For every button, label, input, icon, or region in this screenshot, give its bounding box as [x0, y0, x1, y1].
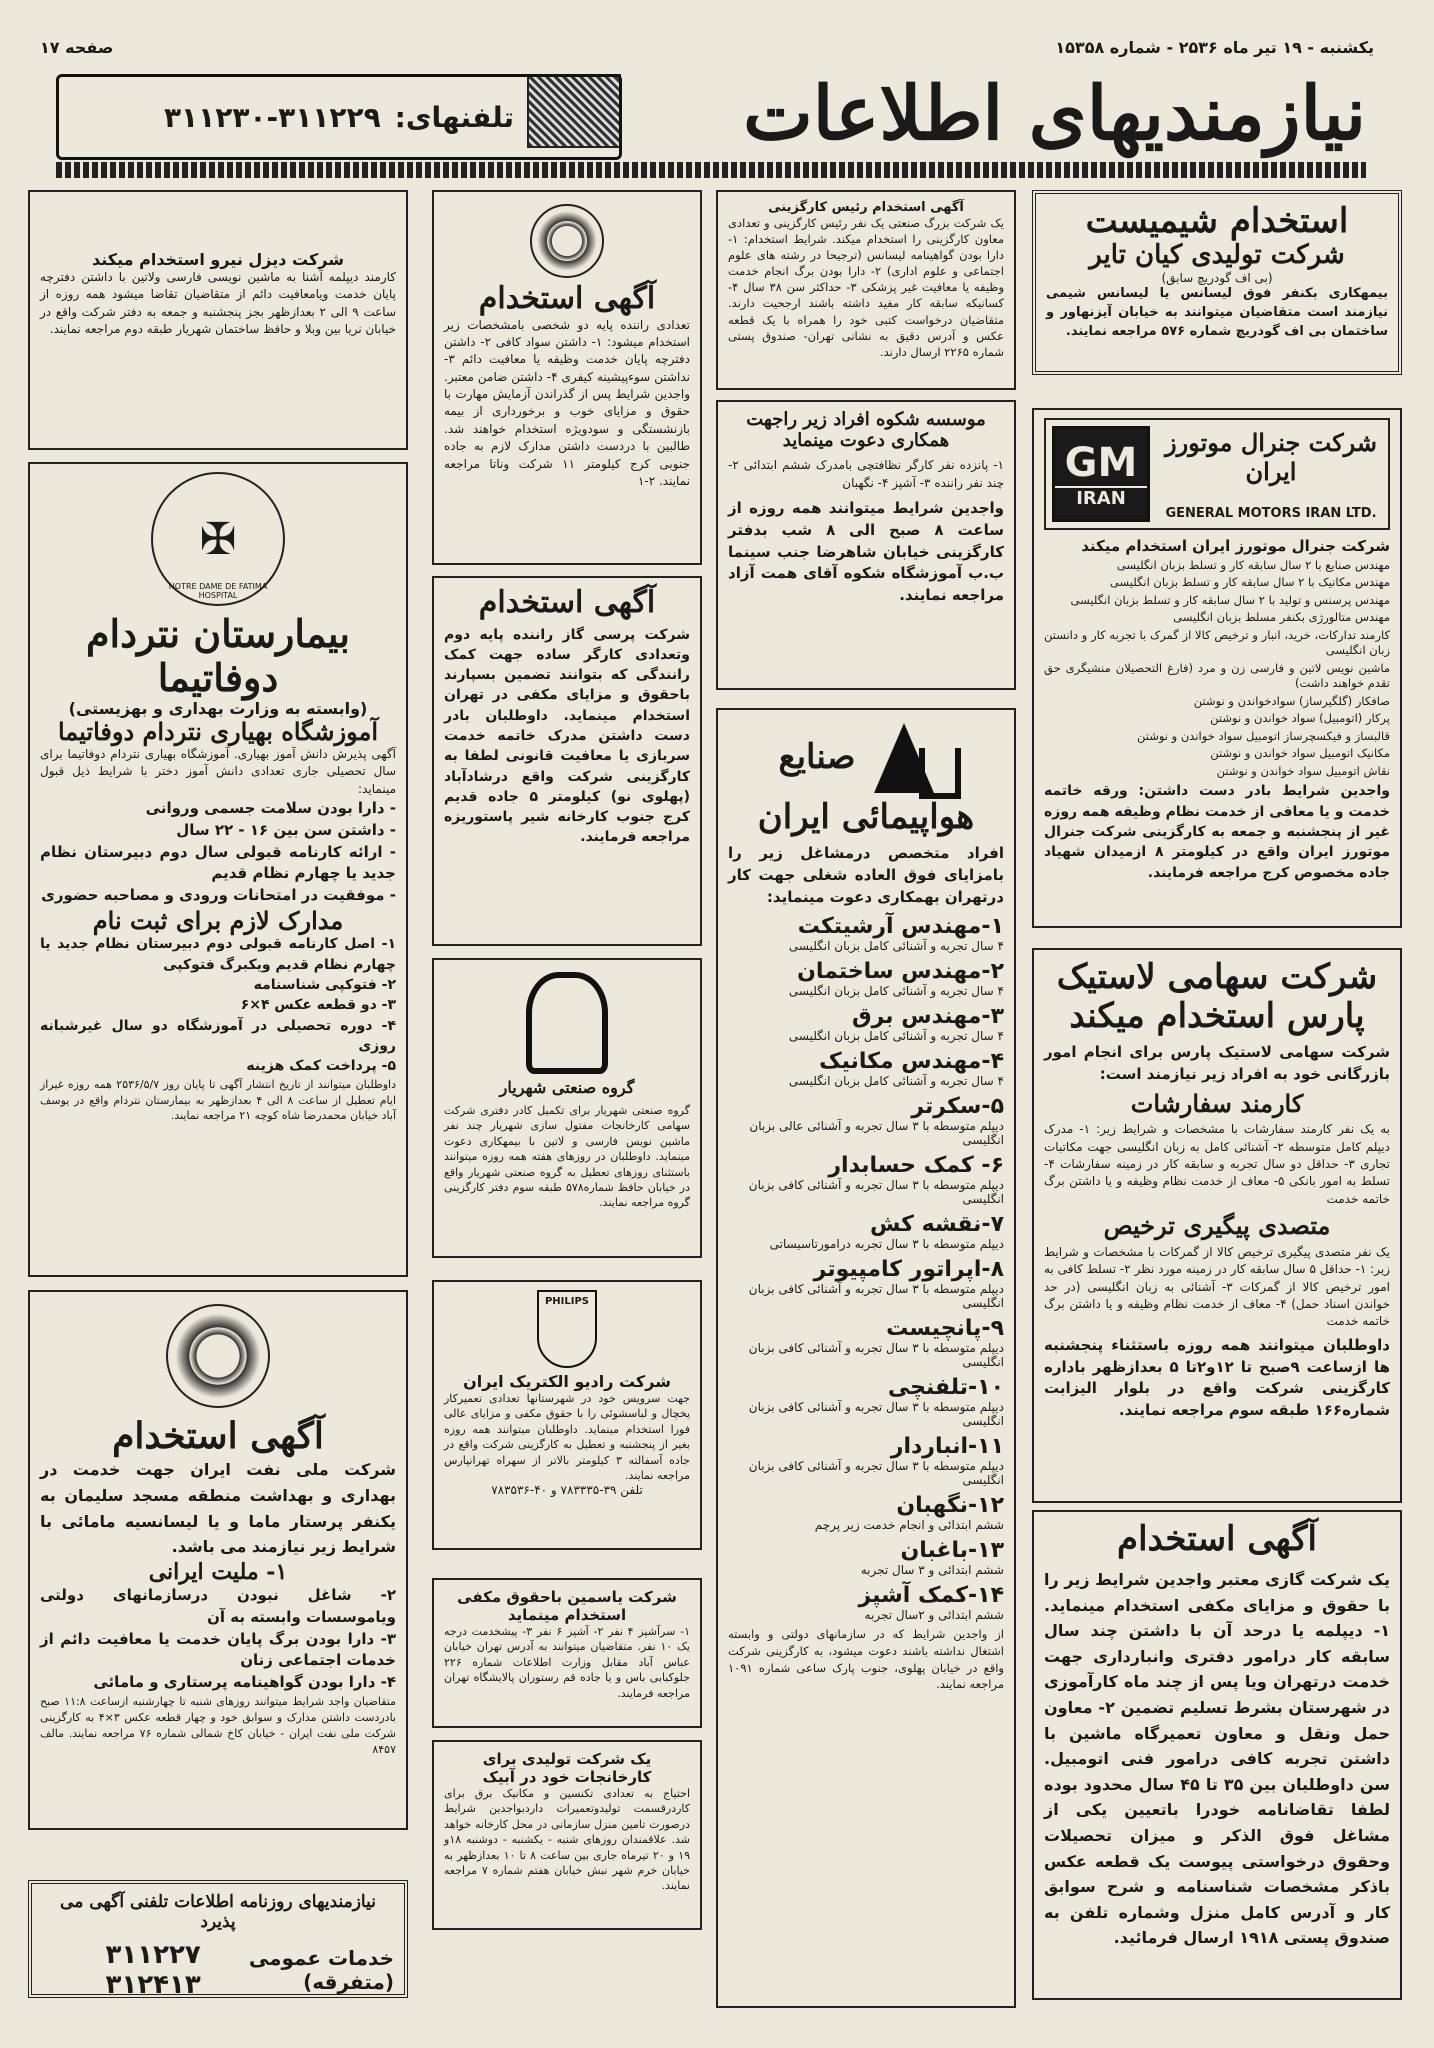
aviation-job-desc: دیپلم متوسطه با ۳ سال تجربه و آشنائی کافی بزبان انگلیسی	[748, 1459, 1004, 1488]
c4-phone: تلفن ۳۹-۷۸۳۳۳۵ و ۴۰-۷۸۳۵۳۶	[491, 1483, 643, 1498]
hospital-doc: ۲- فتوکپی شناسنامه	[253, 977, 396, 994]
c2-body: شرکت پرسی گاز راننده پایه دوم وتعدادی کارگر ساده جهت کمک رانندگی که بتوانند تضمین بسپارند باحقوق و مزایای مکفی در تهران استخدام مینماید. داوطلبان بادر دست داشتن مدرک خاتمه خدمت سربازی یا معافیت قانونی لطفا به کارگزینی شرکت واقع درشادآباد (پهلوی نو) کیلومتر ۵ جاده قدیم کرج جنوب کارخانه شیر پاستوریزه مراجعه فرمایند.	[444, 626, 690, 846]
gm-line: مهندس پرسنس و تولید با ۲ سال سابقه کار و تسلط بزبان انگلیسی	[1070, 592, 1390, 607]
shokouh-footer: واجدین شرایط میتوانند همه روزه از ساعت ۸ صبح الی ۸ شب بدفتر کارگزینی خیابان شاهرضا جنب سینما ب.ب آموزشگاه شکوه آقای همت آزاد مراجعه نمایند.	[728, 499, 1005, 605]
aviation-job-title: ۱۲-نگهبان	[896, 1493, 1004, 1519]
masthead-strip	[56, 162, 1366, 178]
aviation-job-title: ۹-پانچیست	[886, 1316, 1004, 1342]
ad-yasmin	[432, 1578, 702, 1728]
aviation-job-desc: ششم ابتدائی و ۳ سال تجربه	[860, 1563, 1004, 1578]
phones-number: ۳۱۱۲۳۰-۳۱۱۲۲۹	[163, 100, 381, 134]
hospital-req: - دارا بودن سلامت جسمی وروانی	[145, 799, 396, 818]
aviation-job-title: ۴-مهندس مکانیک	[819, 1049, 1004, 1075]
oil-req-title: ۱- ملیت ایرانی	[148, 1558, 288, 1585]
gm-line: مهندس مکانیک با ۲ سال سابقه کار و تسلط بزبان انگلیسی	[1109, 575, 1390, 590]
hospital-title: بیمارستان نتردام دوفاتیما	[86, 611, 350, 700]
ad-driver-1	[432, 190, 702, 565]
aviation-job-desc: ششم ابتدائی و ۲سال تجربه	[864, 1608, 1004, 1623]
c6-body: احتیاج به تعدادی تکنسین و مکانیک برق برای کاردرقسمت تولیدوتعمیرات داردبواجدین شرایط درصورت تامین منزل سازمانی در محل کارخانه خواهد شد. علاقمندان روزهای شنبه - یکشنبه - دوشنبه ۱۸و ۱۹ و ۲۰ تیرماه جاری بین ساعت ۸ تا ۱۰ بعدازظهر به خیابان خرم شهر نبش خیابان هفتم شماره ۷ مراجعه نمایند.	[444, 1787, 691, 1893]
aviation-job-title: ۵-سکرتر	[911, 1094, 1004, 1120]
gm-logo-top: GM	[1064, 439, 1138, 486]
gm-line: کارمند تدارکات، خرید، انبار و ترخیص کالا از گمرک با تجربه کار و دانستن زبان انگلیسی	[1044, 627, 1390, 658]
gm-line: صافکار (گلگیرساز) سوادخواندن و نوشتن	[1193, 693, 1390, 708]
hospital-req: - موفقیت در امتحانات ورودی و مصاحبه حضوری	[41, 886, 396, 905]
philips-logo-text: PHILIPS	[544, 1296, 590, 1307]
aviation-logo-icon	[864, 718, 954, 798]
shokouh-body: ۱- پانزده نفر کارگر نظافتچی بامدرک ششم ابتدائی ۲- چند نفر راننده ۳- آشپز ۴- نگهبان	[728, 458, 1004, 490]
gm-line: نقاش اتومبیل سواد خواندن و نوشتن	[1216, 763, 1390, 778]
gm-line: مهندس صنایع با ۲ سال سابقه کار و تسلط بزبان انگلیسی	[1116, 557, 1390, 572]
masthead-title: نیازمندیهای اطلاعات	[743, 71, 1366, 157]
hospital-doc: ۱- اصل کارنامه قبولی دوم دبیرستان نظام جدید یا چهارم نظام قدیم ویکبرگ فتوکپی	[40, 936, 396, 973]
philips-logo-icon	[537, 1290, 597, 1368]
gm-line: پرکار (اتومبیل) سواد خواندن و نوشتن	[1210, 711, 1390, 726]
chief-body: یک شرکت بزرگ صنعتی یک نفر رئیس کارگزینی و تعدادی معاون کارگزینی را استخدام میکند. شرایط استخدام: ۱- دارا بودن گواهینامه لیسانس (ترجیحا در رشته های علوم اجتماعی و علوم اداری) ۲- دارا بودن برگ انجام خدمت وظیفه یا معافیت غیر پزشکی ۳- حداکثر سن ۳۸ سال ۴- کسانیکه سابقه کار مفید داشته باشند ارجحیت دارند. متقاضیان درخواست کتبی خود را همراه با یک قطعه عکس و آدرس دقیق به نشانی تهران- صندوق پستی شماره ۲۲۶۵ ارسال دارند.	[728, 216, 1004, 359]
aviation-footer: از واجدین شرایط که در سازمانهای دولتی و وابسته اشتغال نداشته باشند دعوت میشود، به کارگزینی شرکت واقع در خیابان پهلوی، جنوب پارک ساعی شماره ۱۰۹۱ مراجعه نمایند.	[728, 1627, 1004, 1692]
ad-general-motors	[1032, 408, 1402, 928]
aviation-job-desc: ششم ابتدائی و انجام خدمت زیر پرچم	[814, 1518, 1004, 1533]
gm-logo-bottom: IRAN	[1055, 486, 1147, 509]
aviation-job-title: ۱۴-کمک آشپز	[858, 1583, 1004, 1609]
hospital-sub: (وابسته به وزارت بهداری و بهزیستی)	[68, 699, 368, 719]
c3-body: گروه صنعتی شهریار برای تکمیل کادر دفتری شرکت سهامی کارخانجات مفتول سازی شهریار چند نفر ماشین نویس فارسی و لاتین با بیمهکاری دعوت مینماید. داوطلبان در روزهای هفته همه روزه میتوانند باستثنای روزهای تعطیل به گروه صنعتی شهریار واقع در خیابان حافظ شماره۵۷۸ طبقه سوم دفتر کارگزینی گروه مراجعه نمایند.	[444, 1104, 690, 1210]
masthead	[56, 64, 1366, 179]
hospital-doc: ۵- پرداخت کمک هزینه	[246, 1058, 396, 1075]
aviation-job-title: ۱۰-تلفنچی	[887, 1375, 1004, 1401]
diesel-body: کارمند دیپلمه آشنا به ماشین نویسی فارسی ولاتین با داشتن دفترچه پایان خدمت ویامعافیت دائم از متقاضیان تقاضا میشود همه روزه از ساعت ۹ الی ۲ بعدازظهر بجز پنجشنبه و جمعه به دفتر شرکت واقع در خیابان نریا بین وبلا و حافظ ساختمان شهریار طبقه دوم مراجعه نمایند.	[40, 270, 396, 337]
oil-footer: متقاضیان واجد شرایط میتوانند روزهای شنبه تا چهارشنبه ازساعت ۱۱:۸ صبح بادردست داشتن مدارک و سوابق خود و چهار قطعه عکس ۳×۴ به کارگزینی شرکت ملی نفت ایران - خیابان کاخ شمالی شماره ۷۶ مراجعه نمایند. مالف ۸۴۵۷	[40, 1694, 396, 1756]
aviation-job-desc: دیپلم متوسطه با ۳ سال تجربه و آشنائی کافی بزبان انگلیسی	[748, 1400, 1004, 1429]
pars-title: شرکت سهامی لاستیک پارس استخدام میکند	[1056, 957, 1378, 1037]
aviation-job-title: ۱۳-باغبان	[900, 1538, 1004, 1564]
masthead-phones	[56, 74, 622, 160]
nioc-emblem-icon	[166, 1304, 270, 1408]
aviation-job-title: ۸-اپراتور کامپیوتر	[813, 1257, 1004, 1283]
aviation-title1: صنایع	[778, 737, 856, 778]
ad-classified-footer	[28, 1880, 408, 1998]
aviation-job-title: ۶- کمک حسابدار	[828, 1153, 1004, 1179]
chemist-title: استخدام شیمیست	[1085, 201, 1349, 241]
ad-chief-personnel	[716, 190, 1016, 390]
aviation-job-title: ۷-نقشه کش	[870, 1212, 1004, 1238]
gm-line: ماشین نویس لاتین و فارسی زن و مرد (فارغ التحصیلان منشیگری حق تقدم خواهند داشت)	[1044, 660, 1390, 691]
shahriar-logo-icon	[526, 972, 608, 1074]
hospital-body1: آگهی پذیرش دانش آموز بهیاری. آموزشگاه بهیاری نتردام دوفاتیما برای سال تحصیلی جاری تعدادی دانش آموز دختر با شرایط ذیل قبول مینماید:	[40, 746, 396, 796]
gas-body: یک شرکت گازی معتبر واجدین شرایط زیر را با حقوق و مزایای مکفی استخدام مینماید. ۱- دیپلمه یا درحد آن با داشتن چند سال سابقه کار درامور دفتری وانبارداری جهت خدمت درتهران ویا پس از چند ماه کارآموزی در شهرستان بشرط تسلیم تضمین ۲- معاون حمل ونقل و معاون تعمیرگاه ماشین با داشتن تجربه کافی درامور فنی اتومبیل. سن داوطلبان بین ۳۵ تا ۴۵ سال محدود بوده لطفا تقاضانامه خودرا باتعیین یکی از مشاغل فوق الذکر و میزان تحصیلات وحقوق درخواستی پیوست یک قطعه عکس باذکر مشخصات شناسنامه و شرح سوابق کار و آدرس کامل منزل وشماره تلفن به صندوق پستی ۱۹۱۸ ارسال فرمائید.	[1044, 1570, 1390, 1948]
oil-req: ۴- دارا بودن گواهینامه پرستاری و مامائی	[93, 1673, 396, 1692]
chemist-body: بیمهکاری بکنفر فوق لیسانس یا لیسانس شیمی نیازمند است متقاضیان میتوانند به خیابان آیزنهاور و ساختمان بی اف گودریچ شماره ۵۷۶ مراجعه نمایند.	[1046, 285, 1388, 339]
hospital-seal-icon: ✠ NOTRE DAME DE FATIMA HOSPITAL	[151, 472, 285, 606]
c5-title: شرکت یاسمین باحقوق مکفی استخدام مینماید	[457, 1588, 677, 1624]
hospital-doc: ۳- دو قطعه عکس ۴×۶	[240, 997, 396, 1014]
oil-req: ۲- شاغل نبودن درسازمانهای دولتی ویاموسسات وابسته به آن	[40, 1586, 396, 1626]
hospital-doc: ۴- دوره تحصیلی در آموزشگاه دو سال غیرشبانه روزی	[40, 1017, 396, 1054]
chemist-company: شرکت تولیدی کیان تایر	[1089, 240, 1345, 271]
shokouh-title: موسسه شکوه افراد زیر راجهت همکاری دعوت مینماید	[746, 409, 986, 451]
footer-phones: ۳۱۱۲۲۷ ۳۱۲۴۱۳	[105, 1940, 201, 1998]
ad-persi-gas	[432, 576, 702, 946]
pars-intro: شرکت سهامی لاستیک پارس برای انجام امور بازرگانی خود به افراد زیر نیازمند است:	[1044, 1043, 1390, 1083]
ad-philips	[432, 1280, 702, 1550]
emblem-icon	[530, 204, 604, 278]
c1-body: تعدادی راننده پایه دو شخصی بامشخصات زیر استخدام میشود: ۱- داشتن سواد کافی ۲- داشتن دفترچه پایان خدمت وظیفه یا معافیت دائم ۳- نداشتن سوءپیشینه کیفری ۴- داشتن ضامن معتبر. واجدین شرایط پس از گذراندن آزمایش مهارت با حقوق و مزایای خوب و برخورداری از بیمه بازنشستگی و سودویژه استخدام خواهند شد. طالبین با دردست داشتن مدارک لازم به جاده جنوبی کرج کیلومتر ۱۱ شرکت وناتا مراجعه نمایند. ۲-۱	[444, 317, 690, 489]
oil-body: شرکت ملی نفت ایران جهت خدمت در بهداری و بهداشت منطقه مسجد سلیمان به یکنفر پرستار ماما و یا لیسانسیه مامائی با شرایط زیر نیازمند می باشد.	[40, 1460, 396, 1557]
aviation-job-title: ۱-مهندس آرشیتکت	[797, 914, 1004, 940]
gm-line: مهندس متالورژی بکنفر مسلط بزبان انگلیسی	[1173, 610, 1390, 625]
hospital-reqs	[40, 798, 396, 907]
c4-title: شرکت رادیو الکتریک ایران	[463, 1372, 671, 1391]
aviation-job-desc: ۴ سال تجربه و آشنائی کامل بزبان انگلیسی	[788, 1029, 1004, 1044]
pars-body1: به یک نفر کارمند سفارشات با مشخصات و شرایط زیر: ۱- مدرک دیپلم کامل متوسطه ۲- آشنائی کامل به زبان انگلیسی جهت مکاتبات تجاری ۳- حداقل دو سال تجربه و سابقه کار در زمینه سفارشات ۴- تسلط به امور بانکی ۵- معاف از خدمت نظام وظیفه و یا داشتن برگ خاتمه خدمت	[1044, 1122, 1391, 1206]
ad-aviation	[716, 708, 1016, 2008]
ad-pars-tire	[1032, 948, 1402, 1503]
footer-line1: نیازمندیهای روزنامه اطلاعات تلفنی آگهی می پذیرد	[60, 1892, 376, 1932]
ad-diesel	[28, 190, 408, 450]
pars-head2: متصدی پیگیری ترخیص	[1103, 1211, 1331, 1241]
gm-line: مکانیک اتومبیل سواد خواندن و نوشتن	[1210, 746, 1390, 761]
date-line: یکشنبه - ۱۹ تیر ماه ۲۵۳۶ - شماره ۱۵۳۵۸	[1055, 37, 1374, 57]
aviation-job-desc: ۴ سال تجربه و آشنائی کامل بزبان انگلیسی	[788, 939, 1004, 954]
aviation-job-desc: دیپلم متوسطه با ۳ سال تجربه و آشنائی کافی بزبان انگلیسی	[748, 1178, 1004, 1207]
hospital-footer: داوطلبان میتوانند از تاریخ انتشار آگهی تا پایان روز ۲۵۳۶/۵/۷ همه روزه غیراز ایام تعطیل از ساعت ۸ الی ۴ بعدازظهر به بیمارستان نتردام واقع در یوسف آباد خیابان محمدرضا شاه کوچه ۲۱ مراجعه نمایند.	[40, 1077, 396, 1123]
aviation-job-desc: دیپلم متوسطه با ۳ سال تجربه و آشنائی کافی بزبان انگلیسی	[748, 1282, 1004, 1311]
pars-body2: یک نفر متصدی پیگیری ترخیص کالا از گمرکات با مشخصات و شرایط زیر: ۱- حداقل ۵ سال سابقه کار در زمینه مورد نظر ۲- تسلط کافی به امور ترخیص کالا از گمرکات ۳- آشنائی به زبان انگلیسی (در حد خواندن اسناد حمل) ۴- معاف از خدمت نظام وظیفه و یا داشتن برگ خاتمه خدمت	[1044, 1244, 1391, 1329]
aviation-list	[728, 914, 1004, 1622]
aviation-title2: هواپیمائی ایران	[757, 797, 975, 837]
c2-title: آگهی استخدام	[478, 585, 656, 620]
c4-body: جهت سرویس خود در شهرستانها تعدادی تعمیرکار یخچال و لباسشوئی را با حقوق مکفی و مزایای عالی فورا استخدام مینماید. داوطلبان میتوانند همه روزه بغیر از پنجشنبه و تعطیل به کارگزینی شرکت واقع در جاده آسفالته ۳ کیلومتر بالاتر از سهراه تهرانپارس مراجعه نمایند.	[444, 1392, 690, 1482]
hospital-req: - داشتن سن بین ۱۶ - ۲۲ سال	[176, 820, 396, 839]
aviation-job-title: ۳-مهندس برق	[851, 1004, 1004, 1030]
footer-line2: خدمات عمومی (متفرقه)	[248, 1946, 394, 1994]
ad-gas-company	[1032, 1510, 1402, 2000]
aviation-job-desc: دیپلم متوسطه با ۳ سال تجربه و آشنائی عالی بزبان انگلیسی	[749, 1119, 1004, 1148]
gm-footer: واجدین شرایط بادر دست داشتن: ورقه خاتمه خدمت و یا معافی از خدمت نظام وظیفه همه روزه غیر از پنجشنبه و جمعه به کارگزینی شرکت جنرال موتورز ایران واقع در کیلومتر ۸ ازمیدان شهیاد جاده مخصوص کرج مراجعه فرمایند.	[1044, 783, 1390, 881]
ad-shokouh	[716, 400, 1016, 690]
c5-body: ۱- سرآشپز ۴ نفر ۲- آشپز ۶ نفر ۳- پیشخدمت درجه یک ۱۰ نفر. متقاضیان میتوانند به آدرس تهران خیابان عباس آباد مقابل وزارت اطلاعات شماره ۲۲۶ جلوکبابی باس و یا جاده قم رستوران پالایشگاه تهران مراجعه فرمایند.	[444, 1625, 690, 1700]
gm-name-fa: شرکت جنرال موتورز ایران	[1165, 427, 1377, 486]
aviation-job-desc: دیپلم متوسطه با ۳ سال تجربه درامورتاسیساتی	[769, 1237, 1004, 1252]
gm-intro: شرکت جنرال موتورز ایران استخدام میکند	[1081, 537, 1390, 555]
pars-head1: کارمند سفارشات	[1130, 1088, 1304, 1118]
ad-national-oil	[28, 1290, 408, 1830]
chief-title: آگهی استخدام رئیس کارگزینی	[768, 200, 964, 215]
hospital-school: آموزشگاه بهیاری نتردام دوفاتیما	[57, 717, 379, 747]
ad-hospital	[28, 462, 408, 1277]
diesel-title: شرکت دیزل نیرو استخدام میکند	[92, 250, 344, 269]
hospital-req: - ارائه کارنامه قبولی سال دوم دبیرستان نظام جدید یا چهارم نظام قدیم	[40, 842, 396, 883]
pars-footer: داوطلبان میتوانند همه روزه باستثناء پنجشنبه ها ازساعت ۹صبح تا ۱۲و۲تا ۵ بعدازظهر باداره کارگزینی شرکت واقع در بلوار الیزابت شماره۱۶۶ طبقه سوم مراجعه نمایند.	[1044, 1335, 1390, 1420]
ad-chemist	[1032, 190, 1402, 375]
ad-abyek	[432, 1740, 702, 1930]
aviation-job-desc: ۴ سال تجربه و آشنائی کامل بزبان انگلیسی	[788, 984, 1004, 999]
gm-lines	[1044, 558, 1390, 780]
chemist-sub: (بی اف گودریچ سابق)	[1161, 270, 1273, 285]
aviation-job-desc: دیپلم متوسطه با ۳ سال تجربه و آشنائی کافی بزبان انگلیسی	[748, 1341, 1004, 1370]
oil-title: آگهی استخدام	[112, 1415, 324, 1457]
aviation-job-title: ۱۱-انباردار	[890, 1434, 1004, 1460]
oil-reqs	[40, 1585, 396, 1694]
oil-req: ۳- دارا بودن برگ پایان خدمت یا معافیت دائم از خدمات اجتماعی زنان	[40, 1629, 396, 1670]
phones-label: تلفنهای:	[394, 100, 515, 134]
aviation-job-title: ۲-مهندس ساختمان	[797, 959, 1004, 985]
gm-line: قالبساز و فیکسچرساز اتومبیل سواد خواندن و نوشتن	[1137, 728, 1390, 743]
page-number: صفحه ۱۷	[40, 37, 114, 57]
top-line	[40, 34, 1374, 60]
hospital-docs	[40, 934, 396, 1076]
aviation-intro: افراد متخصص درمشاغل زیر را بامزایای فوق العاده شغلی جهت کار درتهران بهمکاری دعوت مینماید:	[728, 844, 1004, 906]
c3-logo-text: گروه صنعتی شهریار	[499, 1078, 635, 1097]
c1-title: آگهی استخدام	[478, 281, 656, 316]
aviation-job-desc: ۴ سال تجربه و آشنائی کامل بزبان انگلیسی	[788, 1074, 1004, 1089]
gm-logo-icon	[1052, 426, 1150, 522]
gas-title: آگهی استخدام	[1117, 1519, 1317, 1559]
hospital-docs-title: مدارک لازم برای ثبت نام	[92, 905, 344, 935]
gm-name-en: GENERAL MOTORS IRAN LTD.	[1165, 505, 1377, 521]
c6-title: یک شرکت تولیدی برای کارخانجات خود در آبیک	[482, 1750, 652, 1786]
ad-shahriar	[432, 958, 702, 1258]
hospital-seal-text: NOTRE DAME DE FATIMA HOSPITAL	[168, 582, 268, 600]
